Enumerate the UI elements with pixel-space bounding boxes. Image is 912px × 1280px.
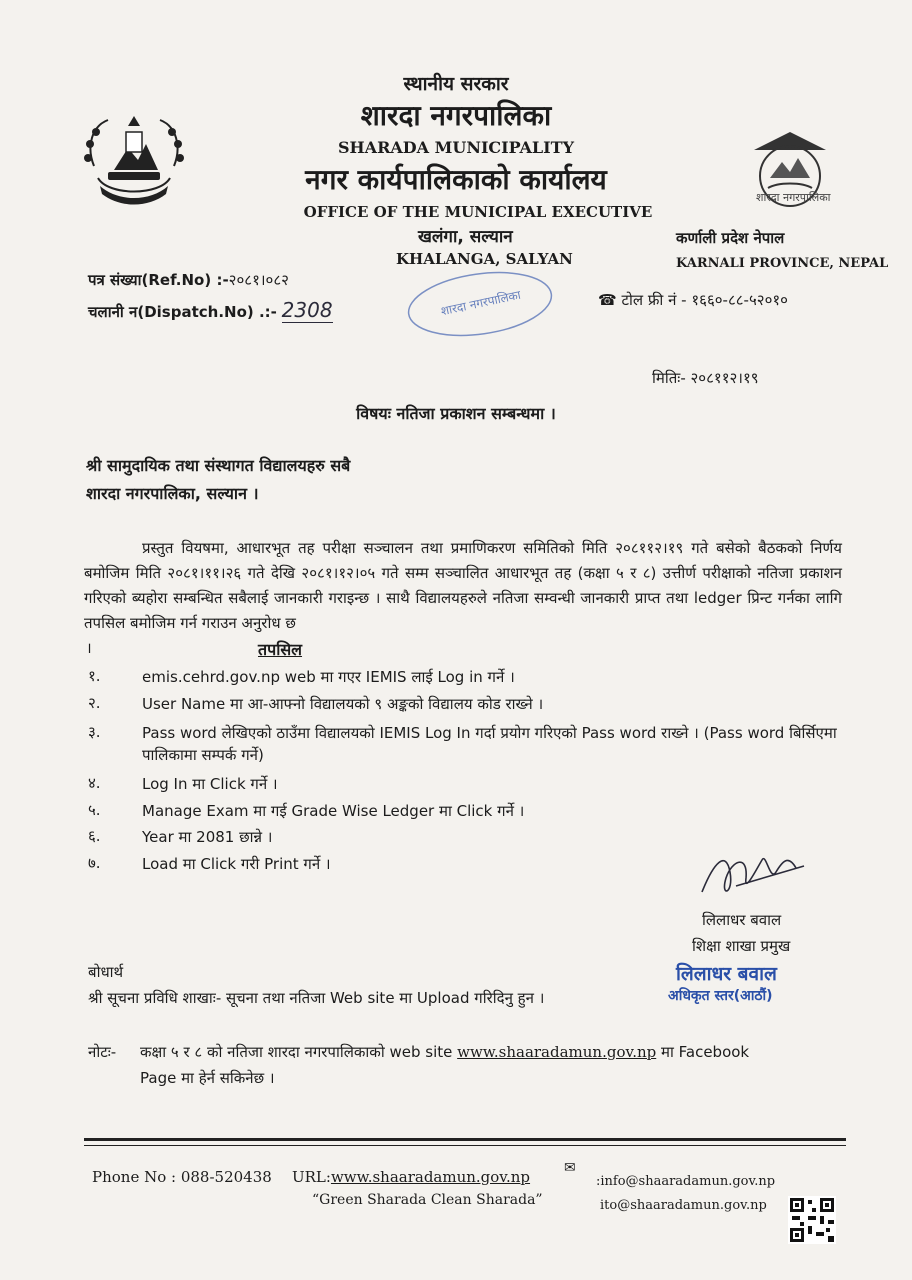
note-text-after: मा Facebook (661, 1043, 750, 1061)
note-line-1 (140, 1042, 749, 1062)
paragraph-end-mark: । (86, 639, 92, 657)
step-text: User Name मा आ-आफ्नो विद्यालयको ९ अङ्कको विद्यालय कोड राख्ने । (142, 695, 544, 713)
dispatch-number-line (88, 298, 333, 322)
footer-divider (84, 1138, 846, 1141)
letter-date: मितिः- २०८११२।१९ (652, 369, 759, 387)
office-name-en: OFFICE OF THE MUNICIPAL EXECUTIVE (303, 203, 653, 221)
bodharth-line: श्री सूचना प्रविधि शाखाः- सूचना तथा नतिजा Web site मा Upload गरिदिनु हुन । (88, 989, 545, 1007)
step-number: ७. (88, 854, 101, 872)
tollfree-number: टोल फ्री नं - १६६०-८८-५२०१० (621, 291, 788, 309)
step-text: Load मा Click गरी Print गर्ने । (142, 855, 331, 873)
dispatch-label: चलानी न(Dispatch.No) .:- (88, 303, 277, 321)
footer-phone: Phone No : 088-520438 (92, 1168, 272, 1186)
step-number: १. (88, 667, 101, 685)
note-text: कक्षा ५ र ८ को नतिजा शारदा नगरपालिकाको web site (140, 1043, 453, 1061)
ref-label: पत्र संख्या(Ref.No) :- (88, 271, 229, 289)
footer-url-label: URL: (292, 1168, 331, 1186)
municipality-name-np: शारदा नगरपालिका (360, 99, 552, 132)
step-number: ३. (88, 723, 101, 741)
subject: विषयः नतिजा प्रकाशन सम्बन्धमा । (356, 404, 556, 423)
step-number: ६. (88, 827, 101, 845)
step-number: २. (88, 694, 101, 712)
step-text: Manage Exam मा गई Grade Wise Ledger मा Click गर्ने । (142, 802, 525, 820)
footer-slogan: “Green Sharada Clean Sharada” (312, 1192, 543, 1208)
signatory-name: लिलाधर बवाल (702, 911, 782, 929)
step-text: emis.cehrd.gov.np web मा गएर IEMIS लाई Log in गर्ने । (142, 668, 515, 686)
step-text: Year मा 2081 छान्ने । (142, 828, 273, 846)
signatory-post: शिक्षा शाखा प्रमुख (692, 937, 791, 955)
signature-icon (696, 842, 808, 904)
footer-email-2[interactable]: ito@shaaradamun.gov.np (600, 1198, 767, 1213)
province-en: KARNALI PROVINCE, NEPAL (676, 256, 889, 271)
tapsil-heading: तपसिल (258, 640, 303, 659)
footer-divider-thin (84, 1145, 846, 1146)
note-line-2: Page मा हेर्न सकिनेछ । (140, 1069, 275, 1087)
addressee-line-2: शारदा नगरपालिका, सल्यान । (86, 484, 259, 503)
mail-icon: ✉ (564, 1160, 576, 1176)
bodharth-label: बोधार्थ (88, 963, 124, 981)
office-stamp-text: शारदा नगरपालिका (439, 287, 522, 319)
footer-url-link[interactable]: www.shaaradamun.gov.np (330, 1168, 531, 1186)
step-number: ५. (88, 801, 101, 819)
footer-url (292, 1168, 530, 1186)
location-np: खलंगा, सल्यान (418, 227, 513, 247)
dispatch-value: 2308 (281, 298, 333, 322)
tollfree-line (598, 290, 788, 310)
logo-caption: शारदा नगरपालिका (756, 191, 831, 204)
province-np: कर्णाली प्रदेश नेपाल (676, 229, 785, 247)
note-label: नोटः- (88, 1043, 117, 1061)
website-link[interactable]: www.shaaradamun.gov.np (457, 1043, 657, 1061)
name-stamp: लिलाधर बवाल (676, 963, 777, 985)
step-text: Pass word लेखिएको ठाउँमा विद्यालयको IEMIS Log In गर्दा प्रयोग गरिएको Pass word राख्ने । (Pass word बिर्सिएमा पालिकामा सम्पर्क गर्ने) (142, 724, 837, 764)
location-en: KHALANGA, SALYAN (396, 250, 573, 268)
addressee-line-1: श्री सामुदायिक तथा संस्थागत विद्यालयहरु सबै (86, 456, 351, 475)
body-paragraph: प्रस्तुत वियषमा, आधारभूत तह परीक्षा सञ्चालन तथा प्रमाणिकरण समितिको मिति २०८११२।१९ गते बसेको बैठकको निर्णय बमोजिम मिति २०८१।११।२६ गते देखि २०८१।१२।०५ गते सम्म सञ्चालित आधारभूत तह (कक्षा ५ र ८) उत्तीर्ण परीक्षाको नतिजा प्रकाशन गरिएको ब्यहोरा सम्बन्धित सबैलाई जानकारी गराइन्छ । साथै विद्यालयहरुले नतिजा सम्वन्धी जानकारी प्राप्त तथा ledger प्रिन्ट गर्नका लागि तपसिल बमोजिम गर्न गराउन अनुरोध छ (84, 539, 842, 632)
ref-value: २०८१।०८२ (228, 271, 289, 289)
qr-code-icon (788, 1196, 836, 1244)
telephone-icon: ☎ (598, 291, 617, 309)
ref-number-line (88, 270, 289, 290)
step-number: ४. (88, 774, 101, 792)
municipality-name-en: SHARADA MUNICIPALITY (338, 138, 574, 157)
local-government-line: स्थानीय सरकार (403, 73, 509, 95)
step-text: Log In मा Click गर्ने । (142, 775, 278, 793)
office-name-np: नगर कार्यपालिकाको कार्यालय (305, 163, 607, 196)
footer-email-1[interactable]: :info@shaaradamun.gov.np (596, 1174, 776, 1189)
rank-stamp: अधिकृत स्तर(आठौं) (668, 988, 773, 1004)
